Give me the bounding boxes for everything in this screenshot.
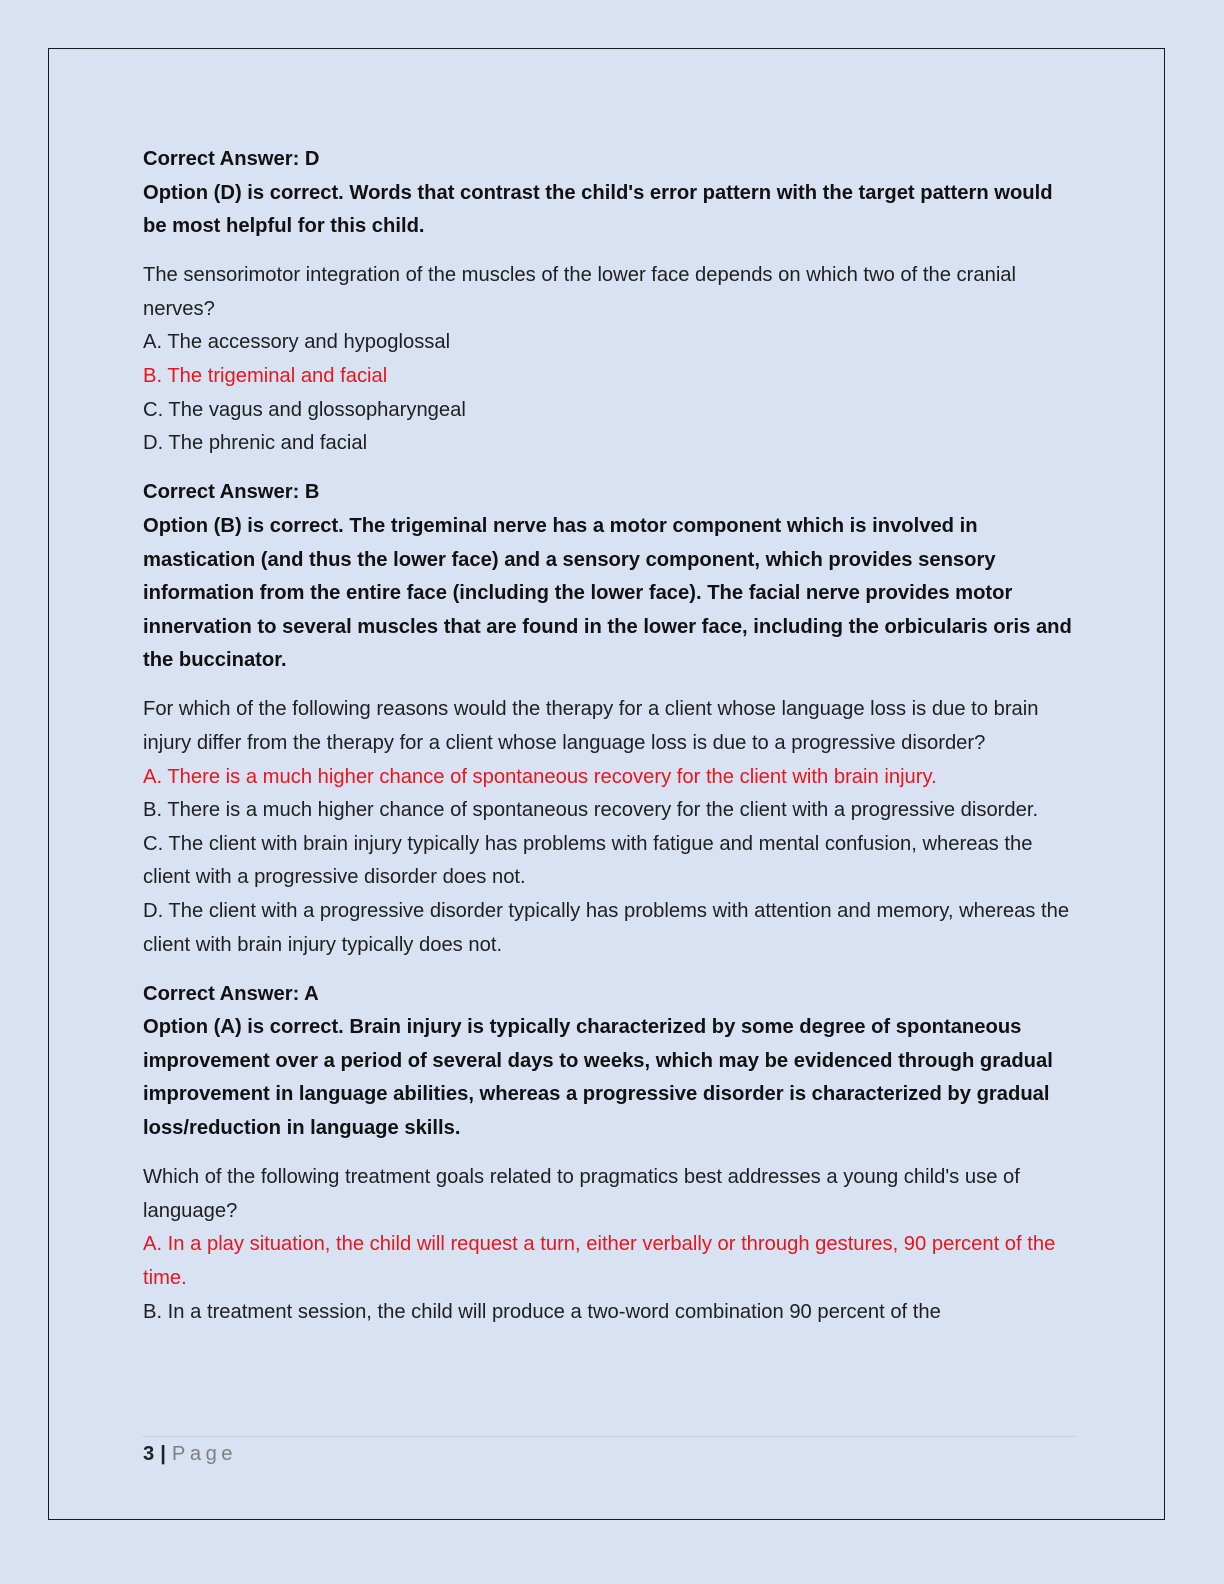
page-footer [143,1440,237,1468]
question-block [143,693,1078,962]
question-stem: The sensorimotor integration of the muscles of the lower face depends on which two of the cranial nerves? [143,264,1017,320]
answer-explanation: Option (A) is correct. Brain injury is typically characterized by some degree of spontaneous improvement over a period of several days to weeks, which may be evidenced through gradual improvement in language abilities, whereas a progressive disorder is characterized by gradual loss/reduction in language skills. [143,1016,1053,1140]
answer-option: C. The vagus and glossopharyngeal [143,398,466,421]
answer-explanation: Option (B) is correct. The trigeminal nerve has a motor component which is involved in mastication (and thus the lower face) and a sensory component, which provides sensory information from the entire face (including the lower face). The facial nerve provides motor innervation to several muscles that are found in the lower face, including the orbicularis oris and the buccinator. [143,514,1072,672]
answer-option: B. There is a much higher chance of spontaneous recovery for the client with a progressive disorder. [143,799,1039,822]
answer-option: D. The client with a progressive disorder typically has problems with attention and memory, whereas the client with brain injury typically does not. [143,899,1070,956]
answer-option-highlighted: B. The trigeminal and facial [143,365,388,388]
answer-option-highlighted: A. There is a much higher chance of spontaneous recovery for the client with brain injury. [143,765,937,788]
question-block [143,1161,1078,1329]
answer-option: D. The phrenic and facial [143,432,368,455]
footer-separator: | [160,1443,166,1465]
answer-block [143,978,1078,1146]
correct-answer-label: Correct Answer: A [143,982,319,1005]
answer-option-highlighted: A. In a play situation, the child will request a turn, either verbally or through gestures, 90 percent of the time. [143,1233,1056,1289]
correct-answer-label: Correct Answer: D [143,148,320,170]
page-number: 3 [143,1443,155,1465]
page-word: Page [171,1443,238,1465]
question-stem: For which of the following reasons would the therapy for a client whose language loss is due to brain injury differ from the therapy for a client whose language loss is due to a progressive disorder? [143,698,1039,754]
question-block [143,259,1078,461]
answer-option: A. The accessory and hypoglossal [143,331,451,354]
question-stem: Which of the following treatment goals related to pragmatics best addresses a young child's use of language? [143,1166,1020,1222]
document-content [143,143,1078,1345]
answer-option: C. The client with brain injury typically has problems with fatigue and mental confusion, whereas the client with a progressive disorder does not. [143,832,1033,889]
correct-answer-label: Correct Answer: B [143,481,320,504]
answer-block [143,143,1078,244]
answer-explanation: Option (D) is correct. Words that contrast the child's error pattern with the target pattern would be most helpful for this child. [143,181,1053,238]
footer-divider [143,1436,1075,1437]
answer-block [143,476,1078,678]
answer-option: B. In a treatment session, the child will produce a two-word combination 90 percent of the [143,1300,941,1323]
